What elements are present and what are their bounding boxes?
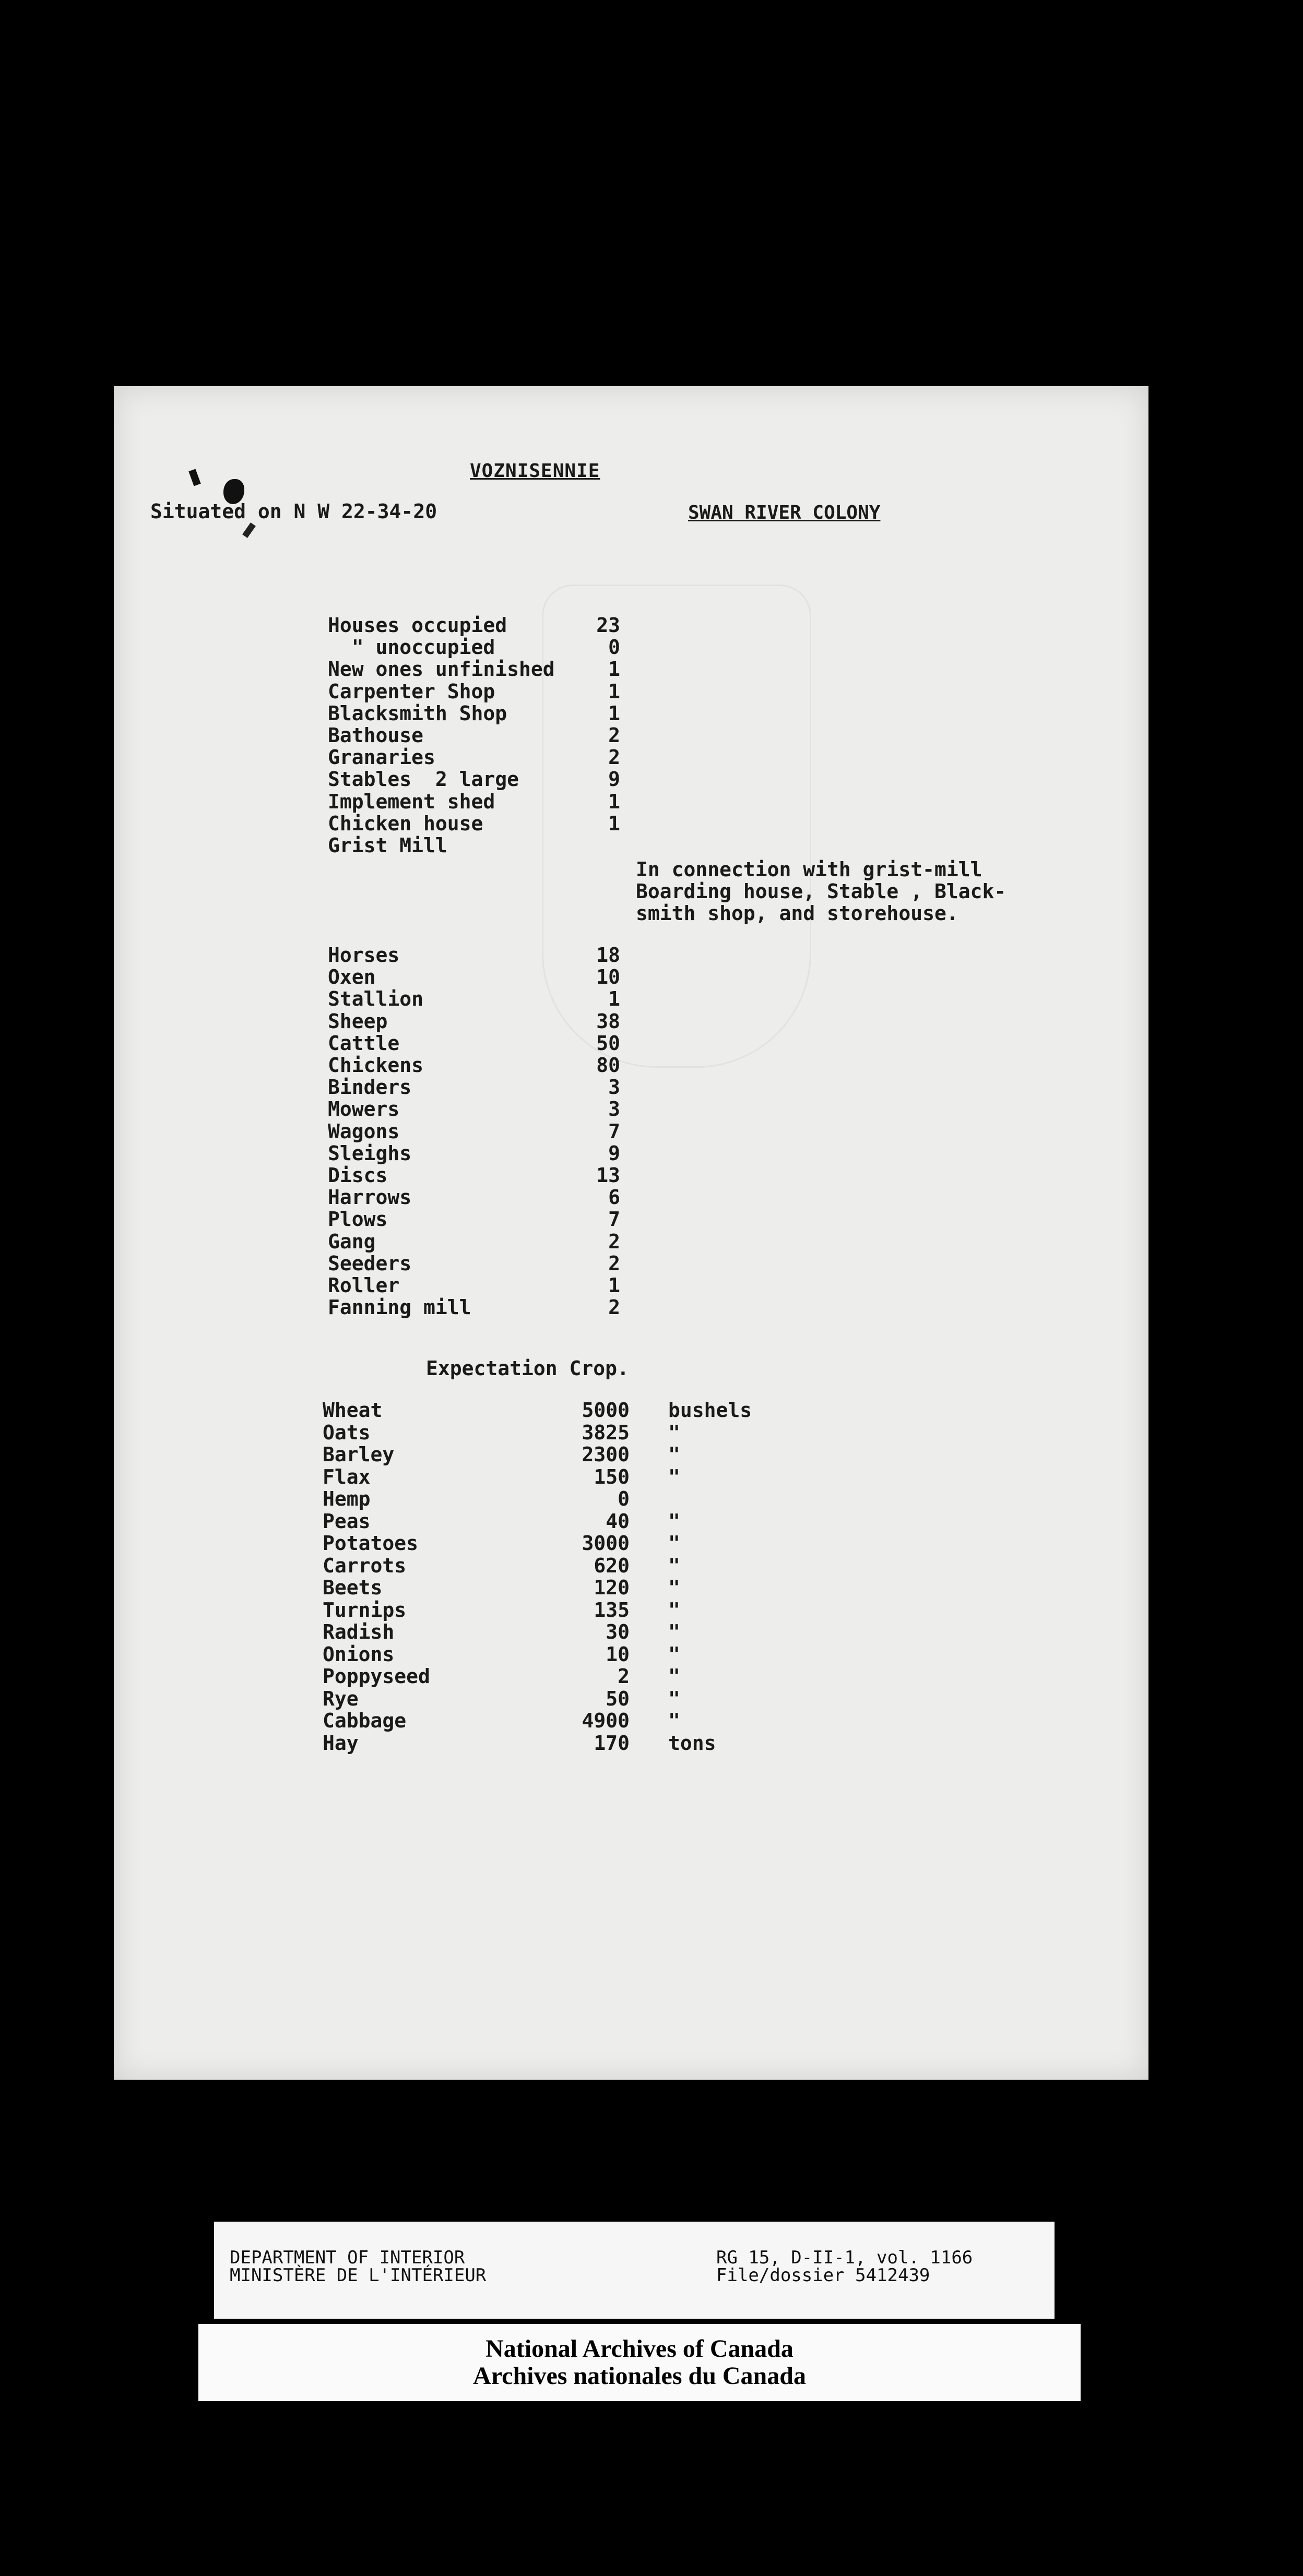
row-unit: " [668,1665,680,1688]
row-value: 50 [606,1687,630,1710]
list-row [328,1252,620,1274]
location-line: Situated on N W 22-34-20 [150,500,437,523]
list-row [328,1164,620,1186]
row-value: 38 [596,1009,620,1033]
row-label: Sheep [328,1009,388,1033]
list-row [323,1642,680,1666]
row-label: Grist Mill [328,834,447,857]
row-label: Oxen [328,965,376,989]
row-value: 1 [608,679,620,703]
dept-french: MINISTÈRE DE L'INTÉRIEUR [230,2265,487,2286]
row-unit: " [668,1554,680,1577]
row-label: Barley [323,1443,395,1466]
row-value: 23 [596,614,620,637]
row-label: Carrots [323,1554,407,1577]
row-label: Hemp [323,1487,371,1510]
row-label: Radish [323,1620,395,1643]
row-value: 2300 [582,1443,630,1466]
list-row [328,1032,620,1054]
row-label: New ones unfinished [328,658,555,681]
row-value: 6 [608,1186,620,1209]
row-unit: tons [668,1731,716,1755]
row-label: Potatoes [323,1532,419,1555]
row-label: Plows [328,1208,388,1231]
row-value: 4900 [582,1709,630,1732]
note-line: In connection with grist-mill [636,858,982,881]
row-value: 3 [608,1098,620,1121]
row-label: Cabbage [323,1709,407,1732]
row-label: Peas [323,1509,371,1533]
grist-mill-note [636,858,1006,924]
list-row [328,1186,620,1208]
record-group: RG 15, D-II-1, vol. 1166 [716,2247,973,2268]
list-row [328,1142,620,1164]
row-value: 7 [608,1119,620,1143]
row-value: 170 [594,1731,630,1755]
row-label: Roller [328,1274,400,1297]
row-label: Poppyseed [323,1665,430,1688]
list-row [328,1208,620,1230]
row-label: Blacksmith Shop [328,701,507,725]
row-value: 18 [596,944,620,967]
row-value: 0 [618,1487,630,1510]
row-label: Gang [328,1230,376,1253]
row-value: 1 [608,790,620,813]
row-label: Harrows [328,1186,412,1209]
row-unit: " [668,1421,680,1444]
row-unit: " [668,1687,680,1710]
dept-english: DEPARTMENT OF INTERIOR [230,2247,465,2268]
row-label: Granaries [328,746,435,769]
list-row [328,944,620,965]
row-value: 10 [596,965,620,989]
archives-english: National Archives of Canada [485,2335,793,2363]
row-value: 1 [608,701,620,725]
list-row [323,1731,716,1755]
note-line: Boarding house, Stable , Black- [636,880,1006,903]
document-page [114,386,1148,2080]
row-value: 80 [596,1054,620,1077]
list-row [323,1487,630,1509]
row-value: 10 [606,1642,630,1666]
row-value: 1 [608,812,620,835]
list-row [323,1709,680,1732]
list-row [328,614,620,636]
list-row [323,1554,680,1577]
row-value: 9 [608,768,620,791]
list-row [328,724,620,746]
list-row [328,702,620,724]
list-row [328,790,620,812]
row-label: Mowers [328,1098,400,1121]
row-value: 3825 [582,1421,630,1444]
row-value: 3000 [582,1532,630,1555]
row-value: 2 [608,724,620,747]
list-row [323,1576,680,1599]
list-row [328,1296,620,1318]
note-line: smith shop, and storehouse. [636,902,958,925]
row-label: Cattle [328,1031,400,1055]
list-row [328,1230,620,1252]
row-label: " unoccupied [328,636,495,659]
list-row [328,1010,620,1032]
row-unit: " [668,1509,680,1533]
list-row [323,1443,680,1466]
row-label: Fanning mill [328,1296,471,1319]
row-label: Hay [323,1731,359,1755]
row-value: 0 [608,636,620,659]
ink-blot [188,469,200,486]
colony-name: SWAN RIVER COLONY [688,502,881,523]
row-value: 2 [608,1251,620,1275]
list-row [328,1054,620,1076]
row-label: Chicken house [328,812,483,835]
row-unit: bushels [668,1399,752,1422]
row-value: 150 [594,1465,630,1488]
row-label: Stallion [328,987,424,1011]
list-row [323,1620,680,1643]
row-value: 620 [594,1554,630,1577]
row-value: 1 [608,987,620,1011]
row-value: 2 [618,1665,630,1688]
row-label: Onions [323,1642,395,1666]
row-label: Chickens [328,1054,424,1077]
row-unit: " [668,1576,680,1599]
row-label: Implement shed [328,790,495,813]
row-value: 2 [608,1296,620,1319]
list-row [323,1532,680,1555]
list-row [328,636,620,658]
row-value: 2 [608,746,620,769]
row-value: 120 [594,1576,630,1599]
row-value: 2 [608,1230,620,1253]
row-label: Wagons [328,1119,400,1143]
list-row [323,1687,680,1710]
row-value: 7 [608,1208,620,1231]
document-title: VOZNISENNIE [470,460,600,482]
row-label: Oats [323,1421,371,1444]
list-row [328,1120,620,1142]
list-row [323,1509,680,1533]
row-label: Discs [328,1164,388,1187]
row-unit: " [668,1598,680,1621]
row-label: Rye [323,1687,359,1710]
list-row [328,834,620,856]
row-label: Beets [323,1576,383,1599]
row-value: 5000 [582,1399,630,1422]
row-value: 1 [608,1274,620,1297]
row-label: Seeders [328,1251,412,1275]
row-value: 1 [608,658,620,681]
list-row [323,1465,680,1488]
row-label: Binders [328,1076,412,1099]
row-unit: " [668,1532,680,1555]
crop-heading: Expectation Crop. [426,1357,629,1380]
list-row [328,680,620,702]
list-row [328,768,620,790]
row-value: 13 [596,1164,620,1187]
list-row [323,1399,752,1422]
row-unit: " [668,1465,680,1488]
list-row [328,658,620,679]
list-row [328,965,620,987]
row-unit: " [668,1620,680,1643]
row-value: 135 [594,1598,630,1621]
row-value: 9 [608,1141,620,1165]
archives-name-label [198,2324,1081,2401]
list-row [328,987,620,1009]
row-value: 40 [606,1509,630,1533]
row-unit: " [668,1443,680,1466]
row-value: 50 [596,1031,620,1055]
row-unit: " [668,1709,680,1732]
archives-french: Archives nationales du Canada [473,2362,806,2390]
row-label: Flax [323,1465,371,1488]
list-row [323,1665,680,1688]
row-label: Houses occupied [328,614,507,637]
row-label: Bathouse [328,724,424,747]
list-row [328,812,620,834]
list-row [328,1098,620,1119]
list-row [323,1598,680,1621]
row-value: 30 [606,1620,630,1643]
list-row [328,1076,620,1098]
row-label: Stables 2 large [328,768,519,791]
list-row [328,1274,620,1296]
archive-reference-label [214,2222,1055,2319]
row-label: Horses [328,944,400,967]
ink-blot [242,522,256,538]
list-row [323,1421,680,1444]
row-label: Turnips [323,1598,407,1621]
row-unit: " [668,1642,680,1666]
row-label: Carpenter Shop [328,679,495,703]
list-row [328,746,620,768]
row-value: 3 [608,1076,620,1099]
row-label: Wheat [323,1399,383,1422]
row-label: Sleighs [328,1141,412,1165]
file-number: File/dossier 5412439 [716,2265,930,2286]
